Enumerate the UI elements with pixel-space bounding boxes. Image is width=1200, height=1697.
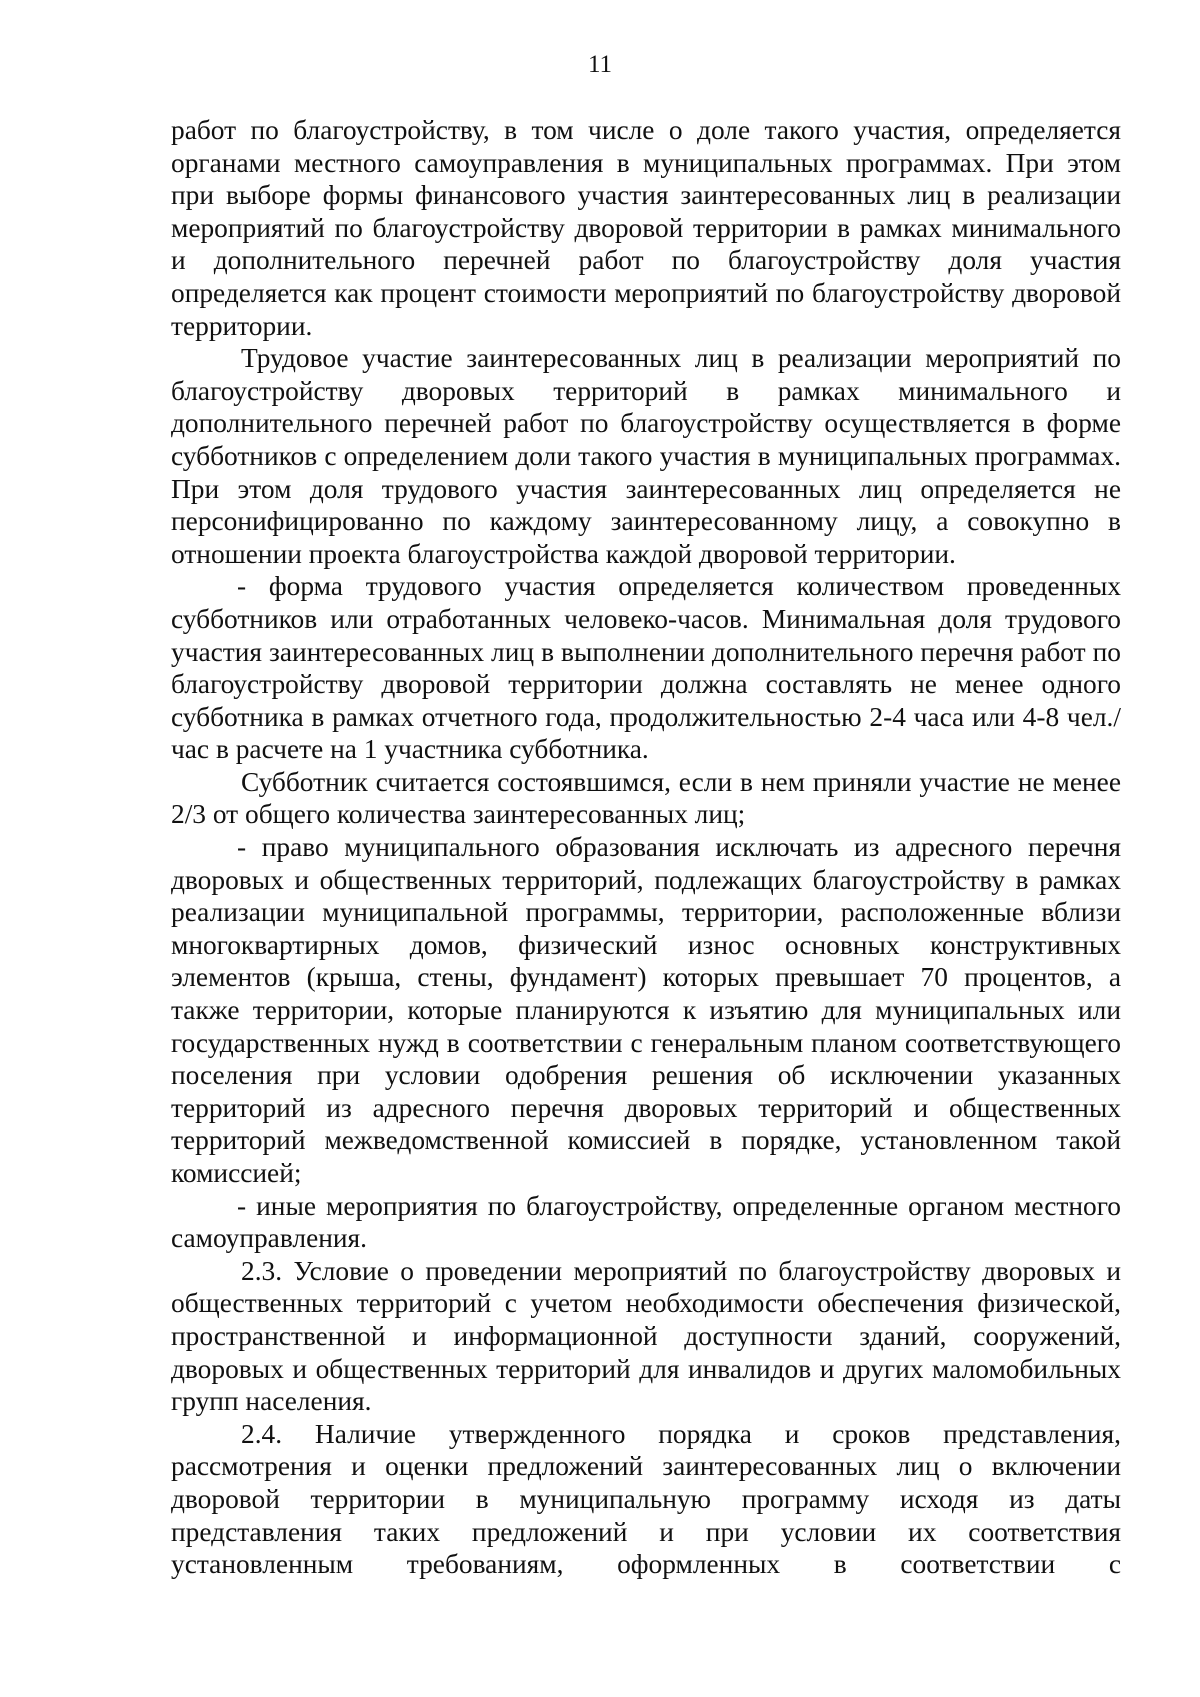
page-number: 11 bbox=[587, 51, 613, 78]
paragraph-labor-form: - форма трудового участия определяется количеством проведенных субботников или отработанных человеко-часов. Минимальная доля трудового участия заинтересованных лиц в выполнении дополнительного перечня работ по благоустройству дворовой территории должна составлять не менее одного субботника в рамках отчетного года, продолжительностью 2-4 часа или 4-8 чел./час в расчете на 1 участника субботника. bbox=[171, 571, 1121, 765]
document-body bbox=[171, 114, 1121, 1581]
paragraph-section-2-4: 2.4. Наличие утвержденного порядка и сроков представления, рассмотрения и оценки предложений заинтересованных лиц о включении дворовой территории в муниципальную программу исходя из даты представления таких предложений и при условии их соответствия установленным требованиям, оформленных в соответствии с bbox=[171, 1418, 1121, 1580]
paragraph-financial-participation: работ по благоустройству, в том числе о доле такого участия, определяется органами местного самоуправления в муниципальных программах. При этом при выборе формы финансового участия заинтересованных лиц в реализации мероприятий по благоустройству дворовой территории в рамках минимального и дополнительного перечней работ по благоустройству доля участия определяется как процент стоимости мероприятий по благоустройству дворовой территории. bbox=[171, 115, 1121, 341]
paragraph-labor-participation: Трудовое участие заинтересованных лиц в реализации мероприятий по благоустройству дворовых территорий в рамках минимального и дополнительного перечней работ по благоустройству осуществляется в форме субботников с определением доли такого участия в муниципальных программах. При этом доля трудового участия заинтересованных лиц определяется не персонифицированно по каждому заинтересованному лицу, а совокупно в отношении проекта благоустройства каждой дворовой территории. bbox=[171, 343, 1121, 569]
paragraph-other-measures: - иные мероприятия по благоустройству, определенные органом местного самоуправления. bbox=[171, 1190, 1121, 1254]
paragraph-exclusion-right: - право муниципального образования исключать из адресного перечня дворовых и общественных территорий, подлежащих благоустройству в рамках реализации муниципальной программы, территории, расположенные вблизи многоквартирных домов, физический износ основных конструктивных элементов (крыша, стены, фундамент) которых превышает 70 процентов, а также территории, которые планируются к изъятию для муниципальных или государственных нужд в соответствии с генеральным планом соответствующего поселения при условии одобрения решения об исключении указанных территорий из адресного перечня дворовых территорий и общественных территорий межведомственной комиссией в порядке, установленном такой комиссией; bbox=[171, 832, 1121, 1188]
paragraph-section-2-3: 2.3. Условие о проведении мероприятий по благоустройству дворовых и общественных территорий с учетом необходимости обеспечения физической, пространственной и информационной доступности зданий, сооружений, дворовых и общественных территорий для инвалидов и других маломобильных групп населения. bbox=[171, 1255, 1121, 1417]
paragraph-subbotnik-quorum: Субботник считается состоявшимся, если в нем приняли участие не менее 2/3 от общего количества заинтересованных лиц; bbox=[171, 766, 1121, 830]
